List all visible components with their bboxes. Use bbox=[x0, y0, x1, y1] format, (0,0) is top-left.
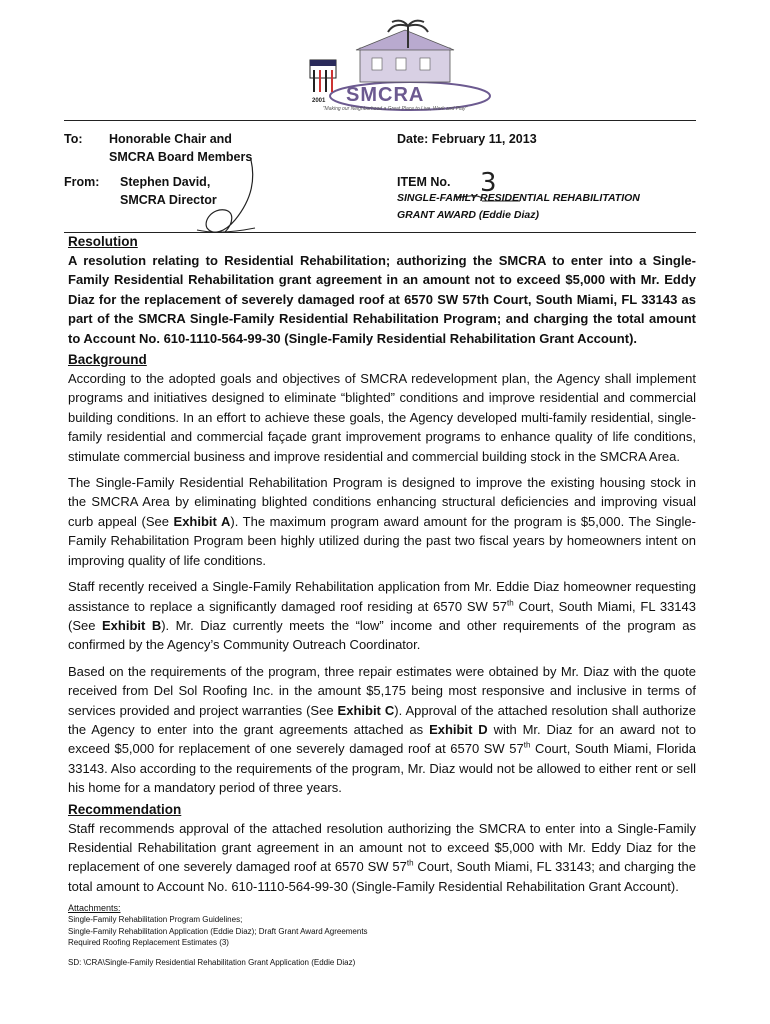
recommendation-text: Staff recommends approval of the attached resolution authorizing the SMCRA to enter into a Single-Family Residential Rehabilitation grant agreement in an amount not to exceed $5,000 with Mr. Eddy Diaz for the replacement of one severely damaged roof at 6570 SW 57th Court, South Miami, FL 33143; and charging the total amount to Account No. 610-1110-564-99-30 (Single-Family Residential Rehabilitation Grant Account). bbox=[68, 820, 696, 894]
to-label: To: bbox=[64, 132, 83, 146]
logo-year: 2001 bbox=[312, 98, 326, 104]
resolution-heading: Resolution bbox=[68, 234, 138, 249]
header-divider-top bbox=[64, 120, 696, 121]
to-line-2: SMCRA Board Members bbox=[109, 150, 253, 164]
exhibit-d-ref: Exhibit D bbox=[429, 721, 488, 737]
attachment-item: Single-Family Rehabilitation Program Guidelines; bbox=[68, 915, 243, 925]
subject-line-1: SINGLE-FAMILY RESIDENTIAL REHABILITATION bbox=[397, 192, 640, 204]
resolution-text: A resolution relating to Residential Rehabilitation; authorizing the SMCRA to enter into a Single-Family Residential Rehabilitation grant agreement in an amount not to exceed $5,000 with Mr. Eddy Diaz for the replacement of severely damaged roof at 6570 SW 57th Court, South Miami, FL 33143 as part of the SMCRA Single-Family Residential Rehabilitation Program; and charging the total amount to Account No. 610-1110-564-99-30 (Single-Family Residential Rehabilitation Grant Account). bbox=[68, 253, 696, 346]
logo-tagline: "Making our Neighborhood a Great Place to Live, Work and Play" bbox=[322, 106, 468, 112]
item-number: 3 bbox=[480, 168, 497, 198]
attachments-title: Attachments: bbox=[68, 903, 121, 914]
from-label: From: bbox=[64, 175, 100, 189]
background-paragraph-1: According to the adopted goals and objectives of SMCRA redevelopment plan, the Agency shall implement programs and initiatives designed to eliminate “blighted” conditions and improve residential and commercial building conditions. In an effort to achieve these goals, the Agency developed multi-family residential, single-family residential and commercial façade grant improvement programs to enhance quality of life conditions, stimulate commercial business and improve residential and commercial building stock in the SMCRA Area. bbox=[68, 371, 696, 464]
attachment-item: Single-Family Rehabilitation Application (Eddie Diaz); Draft Grant Award Agreements bbox=[68, 926, 368, 936]
recommendation-heading: Recommendation bbox=[68, 801, 182, 817]
attachment-item: Required Roofing Replacement Estimates (3) bbox=[68, 938, 229, 948]
logo-wordmark: SMCRA bbox=[346, 84, 425, 106]
from-line-2: SMCRA Director bbox=[120, 193, 217, 207]
exhibit-b-ref: Exhibit B bbox=[101, 617, 162, 633]
memo-body bbox=[68, 232, 696, 969]
background-paragraph-2: The Single-Family Residential Rehabilitation Program is designed to improve the existing housing stock in the SMCRA Area by eliminating blighted conditions enhancing structural deficiencies and improving visual curb appeal (See Exhibit A). The maximum program award amount for the program is $5,000. The Single-Family Rehabilitation Program been highly utilized during the past two fiscal years by homeowners intent on improving quality of life conditions. bbox=[68, 475, 696, 568]
subject-line-2: GRANT AWARD (Eddie Diaz) bbox=[397, 209, 539, 221]
from-line-1: Stephen David, bbox=[120, 175, 211, 189]
director-signature bbox=[195, 158, 265, 238]
to-line-1: Honorable Chair and bbox=[109, 132, 232, 146]
exhibit-a-ref: Exhibit A bbox=[173, 513, 231, 529]
item-label: ITEM No. bbox=[397, 175, 451, 189]
background-paragraph-3: Staff recently received a Single-Family Rehabilitation application from Mr. Eddie Diaz homeowner requesting assistance to replace a significantly damaged roof residing at 6570 SW 57th Court, South Miami, FL 33143 (See Exhibit B). Mr. Diaz currently meets the “low” income and other requirements of the program as confirmed by the Agency’s Community Outreach Coordinator. bbox=[68, 579, 696, 653]
file-path-footer: SD: \CRA\Single-Family Residential Rehabilitation Grant Application (Eddie Diaz) bbox=[68, 957, 356, 967]
memo-date: Date: February 11, 2013 bbox=[397, 132, 537, 146]
background-paragraph-4: Based on the requirements of the program, three repair estimates were obtained by Mr. Diaz with the quote received from Del Sol Roofing Inc. in the amount $5,175 being most responsive and inclusive in terms of services provided and project warranties (See Exhibit C). Approval of the attached resolution shall authorize the Agency to enter into the grant agreements attached as Exhibit D with Mr. Diaz for an award not to exceed $5,000 for replacement of one severely damaged roof at 6570 SW 57th Court, South Miami, Florida 33143. Also according to the requirements of the program, Mr. Diaz would not be allowed to either rent or sell his home for a mandatory period of three years. bbox=[68, 663, 696, 796]
background-heading: Background bbox=[68, 352, 147, 368]
exhibit-c-ref: Exhibit C bbox=[337, 702, 395, 718]
